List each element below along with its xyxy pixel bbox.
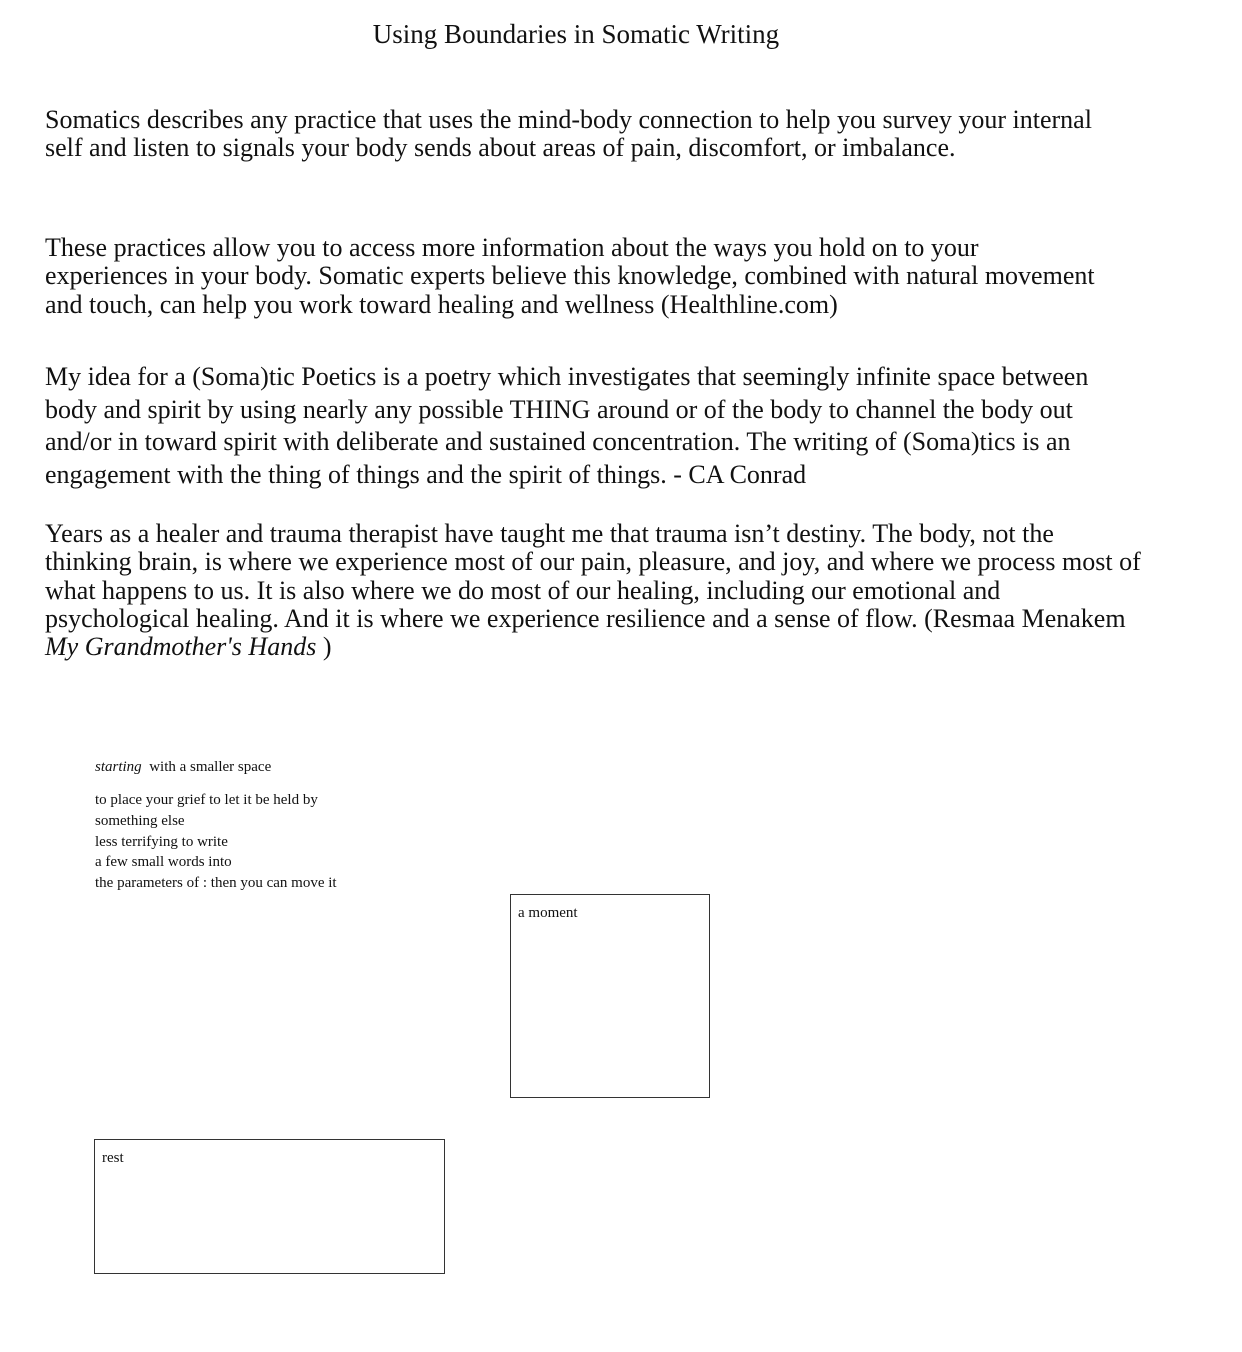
document-title: Using Boundaries in Somatic Writing xyxy=(372,19,780,49)
poem-lead-rest: with a smaller space xyxy=(141,759,272,775)
book-title: My Grandmother's Hands xyxy=(45,632,317,662)
poem-lead-word: starting xyxy=(95,759,142,775)
poem-lead-line xyxy=(95,757,271,778)
menakem-quote-close: ) xyxy=(316,632,332,662)
paragraph-somatics-practices: These practices allow you to access more information about the ways you hold on to your experiences in your body. Somatic experts believe this knowledge, combined with natural movement and touch, can help you work toward healing and wellness (Healthline.com) xyxy=(45,233,1095,319)
poem-line: the parameters of : then you can move it xyxy=(95,875,337,892)
poem-line: something else xyxy=(95,812,185,829)
poem-line: less terrifying to write xyxy=(95,833,228,850)
poem-lines xyxy=(95,790,337,894)
rest-box xyxy=(94,1139,445,1274)
paragraph-ca-conrad-quote: My idea for a (Soma)tic Poetics is a poetry which investigates that seemingly infinite space between body and spirit by using nearly any possible THING around or of the body to channel the body out and/or in toward spirit with deliberate and sustained concentration. The writing of (Soma)tics is an engagement with the thing of things and the spirit of things. - CA Conrad xyxy=(45,362,1089,489)
menakem-quote-text: Years as a healer and trauma therapist have taught me that trauma isn’t destiny. The body, not the thinking brain, is where we experience most of our pain, pleasure, and joy, and where we process most of what happens to us. It is also where we do most of our healing, including our emotional and psychological healing. And it is where we experience resilience and a sense of flow. (Resmaa Menakem xyxy=(45,519,1141,633)
rest-box-label: rest xyxy=(102,1150,124,1166)
moment-box xyxy=(510,894,710,1098)
poem-line: a few small words into xyxy=(95,854,232,871)
moment-box-label: a moment xyxy=(518,905,578,921)
paragraph-somatics-definition: Somatics describes any practice that uses the mind-body connection to help you survey your internal self and listen to signals your body sends about areas of pain, discomfort, or imbalance. xyxy=(45,105,1092,163)
poem-line: to place your grief to let it be held by xyxy=(95,792,318,808)
paragraph-menakem-quote xyxy=(45,520,1145,661)
